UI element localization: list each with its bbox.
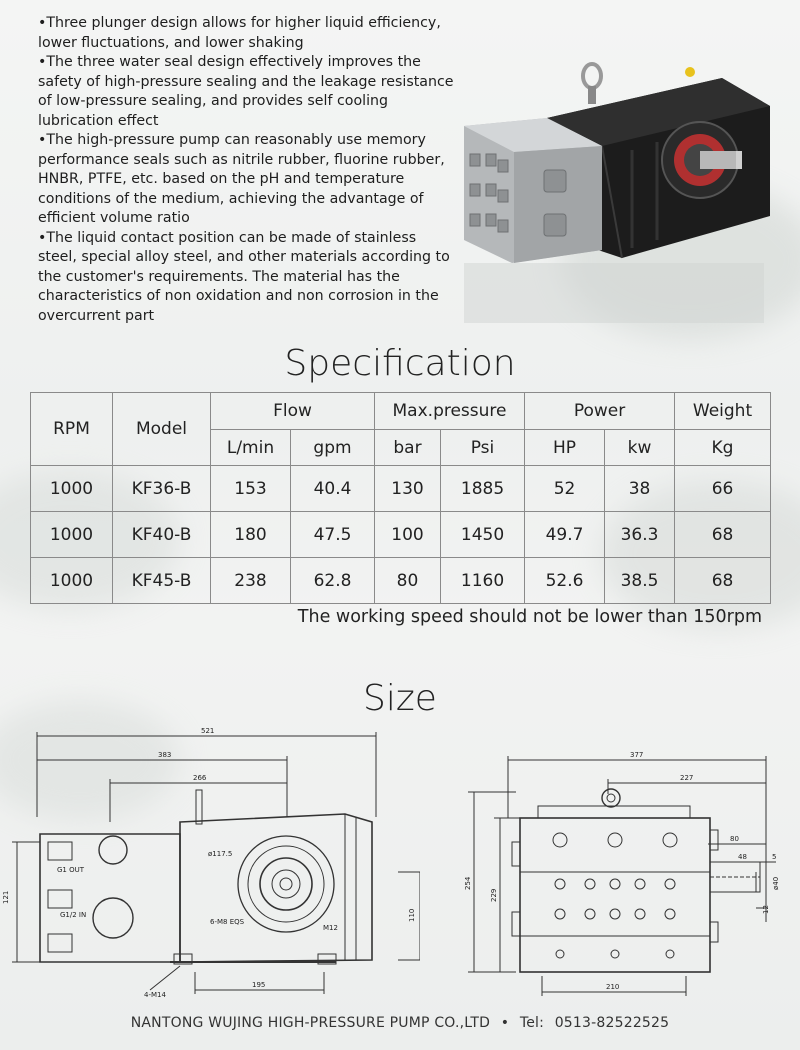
feature-item: •The high-pressure pump can reasonably use memory performance seals such as nitrile rubber, fluorine rubber, HNBR, PTFE, etc. based on the pH and temperature conditions of the medium, achieving the advantage of efficient volume ratio <box>38 132 445 226</box>
dim-label: 254 <box>464 876 472 890</box>
dim-label: 195 <box>252 981 266 989</box>
dim-label: 377 <box>630 751 644 759</box>
table-cell: 66 <box>675 466 771 512</box>
footer-bullet: • <box>500 1015 510 1031</box>
feature-list <box>38 14 458 326</box>
header-model: Model <box>113 393 211 466</box>
bolts-label: 6-M8 EQS <box>210 918 245 926</box>
table-cell: 36.3 <box>605 512 675 558</box>
table-cell: 153 <box>211 466 291 512</box>
table-cell: KF40-B <box>113 512 211 558</box>
feet-label: 4-M14 <box>144 991 166 999</box>
header-max-pressure: Max.pressure <box>375 393 525 430</box>
unit-cell: L/min <box>211 430 291 466</box>
dim-label: 229 <box>490 888 498 902</box>
pump-photo <box>452 58 782 334</box>
table-cell: 1000 <box>31 512 113 558</box>
table-cell: 1160 <box>441 558 525 604</box>
header-power: Power <box>525 393 675 430</box>
unit-cell: Psi <box>441 430 525 466</box>
speed-note: The working speed should not be lower than 150rpm <box>297 607 762 627</box>
table-cell: 68 <box>675 512 771 558</box>
table-cell: 38.5 <box>605 558 675 604</box>
header-flow: Flow <box>211 393 375 430</box>
table-cell: 100 <box>375 512 441 558</box>
table-cell: 49.7 <box>525 512 605 558</box>
feature-item: •The liquid contact position can be made of stainless steel, special alloy steel, and other materials according to the customer's requirements. The material has the characteristics of non oxidation and non corrosion in the overcurrent part <box>38 229 450 324</box>
unit-cell: bar <box>375 430 441 466</box>
end-view-drawing <box>460 722 790 1002</box>
table-cell: 1000 <box>31 466 113 512</box>
port-label-inlet: G1/2 IN <box>60 911 87 919</box>
table-cell: 47.5 <box>291 512 375 558</box>
header-rpm: RPM <box>31 393 113 466</box>
dim-label: 12 <box>762 905 770 914</box>
header-weight: Weight <box>675 393 771 430</box>
dim-label: 48 <box>738 853 747 861</box>
table-cell: 38 <box>605 466 675 512</box>
table-row <box>31 512 771 558</box>
feature-item: •Three plunger design allows for higher liquid efficiency, lower fluctuations, and lower shaking <box>38 15 441 51</box>
unit-cell: Kg <box>675 430 771 466</box>
table-cell: 1450 <box>441 512 525 558</box>
table-cell: 130 <box>375 466 441 512</box>
dim-label: 80 <box>730 835 739 843</box>
dim-label: 383 <box>158 751 172 759</box>
table-cell: 1885 <box>441 466 525 512</box>
table-cell: 62.8 <box>291 558 375 604</box>
table-cell: 52 <box>525 466 605 512</box>
footer <box>0 1015 800 1031</box>
dim-label: 266 <box>193 774 207 782</box>
spec-table <box>30 392 771 604</box>
table-cell: 80 <box>375 558 441 604</box>
table-cell: 1000 <box>31 558 113 604</box>
dim-label: 210 <box>606 983 620 991</box>
dim-label: 110 <box>408 908 416 922</box>
spec-title: Specification <box>284 343 516 384</box>
unit-cell: gpm <box>291 430 375 466</box>
table-cell: 238 <box>211 558 291 604</box>
port-label-outlet: G1 OUT <box>57 866 85 874</box>
tel-label: Tel: <box>519 1015 545 1031</box>
unit-cell: HP <box>525 430 605 466</box>
table-header-row <box>31 393 771 430</box>
dim-label: 121 <box>2 890 10 904</box>
table-cell: 40.4 <box>291 466 375 512</box>
dim-label: 227 <box>680 774 694 782</box>
thread-label: M12 <box>323 924 338 932</box>
size-title: Size <box>363 678 437 719</box>
table-cell: 180 <box>211 512 291 558</box>
table-cell: KF36-B <box>113 466 211 512</box>
table-cell: 52.6 <box>525 558 605 604</box>
table-row <box>31 466 771 512</box>
dim-label: 5 <box>772 853 777 861</box>
unit-cell: kw <box>605 430 675 466</box>
table-row <box>31 558 771 604</box>
feature-item: •The three water seal design effectively improves the safety of high-pressure sealing and the leakage resistance of low-pressure sealing, and provides self cooling lubrication effect <box>38 54 454 129</box>
table-cell: KF45-B <box>113 558 211 604</box>
tel-number: 0513-82522525 <box>554 1015 670 1031</box>
dim-label: ø40 <box>772 876 780 890</box>
side-view-drawing <box>0 722 420 1002</box>
company-name: NANTONG WUJING HIGH-PRESSURE PUMP CO.,LTD <box>130 1015 491 1031</box>
dim-label: 521 <box>201 727 215 735</box>
bore-label: ø117.5 <box>208 850 233 858</box>
table-cell: 68 <box>675 558 771 604</box>
